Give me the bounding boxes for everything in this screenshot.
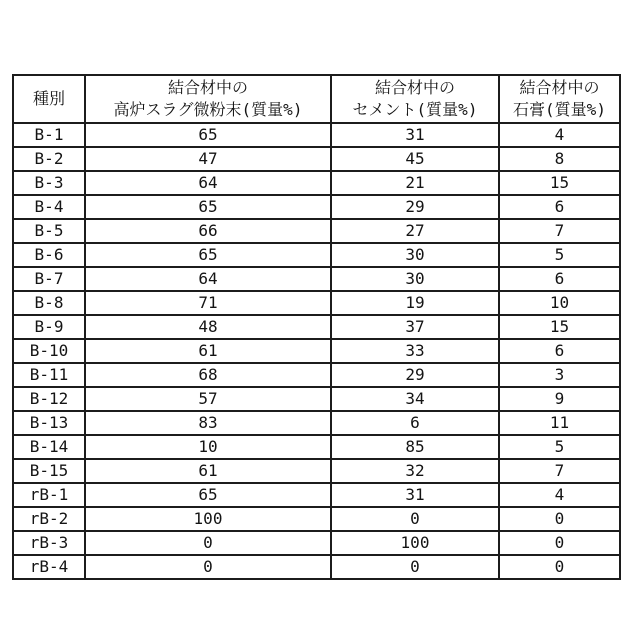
header-slag-label-line2: 高炉スラグ微粉末(質量%) [113, 100, 303, 119]
header-cement-label-line2: セメント(質量%) [352, 100, 478, 119]
value-cell: 83 [85, 411, 331, 435]
header-gypsum-label-line2: 石膏(質量%) [513, 100, 606, 119]
table-row [13, 435, 620, 459]
value-cell: 32 [331, 459, 499, 483]
value-cell: 37 [331, 315, 499, 339]
value-cell: 0 [499, 555, 620, 579]
row-label-cell: rB-4 [13, 555, 85, 579]
value-cell: 9 [499, 387, 620, 411]
value-cell: 6 [499, 195, 620, 219]
row-label-cell: B-15 [13, 459, 85, 483]
table-row [13, 243, 620, 267]
table-row [13, 315, 620, 339]
table-row [13, 555, 620, 579]
value-cell: 7 [499, 219, 620, 243]
header-type [13, 75, 85, 123]
value-cell: 29 [331, 195, 499, 219]
value-cell: 85 [331, 435, 499, 459]
header-slag-label-line1: 結合材中の [167, 77, 248, 97]
value-cell: 30 [331, 267, 499, 291]
value-cell: 31 [331, 123, 499, 147]
value-cell: 45 [331, 147, 499, 171]
row-label-cell: B-8 [13, 291, 85, 315]
row-label-cell: B-4 [13, 195, 85, 219]
row-label-cell: B-6 [13, 243, 85, 267]
value-cell: 4 [499, 483, 620, 507]
value-cell: 47 [85, 147, 331, 171]
value-cell: 65 [85, 123, 331, 147]
binder-composition-table [12, 74, 621, 580]
value-cell: 6 [499, 339, 620, 363]
value-cell: 10 [85, 435, 331, 459]
table-row [13, 147, 620, 171]
value-cell: 65 [85, 243, 331, 267]
row-label-cell: B-13 [13, 411, 85, 435]
value-cell: 21 [331, 171, 499, 195]
row-label-cell: B-9 [13, 315, 85, 339]
value-cell: 65 [85, 483, 331, 507]
value-cell: 64 [85, 171, 331, 195]
value-cell: 19 [331, 291, 499, 315]
value-cell: 4 [499, 123, 620, 147]
value-cell: 27 [331, 219, 499, 243]
row-label-cell: rB-2 [13, 507, 85, 531]
value-cell: 0 [331, 555, 499, 579]
table-row [13, 387, 620, 411]
value-cell: 0 [85, 555, 331, 579]
row-label-cell: B-10 [13, 339, 85, 363]
value-cell: 57 [85, 387, 331, 411]
table-row [13, 531, 620, 555]
value-cell: 5 [499, 435, 620, 459]
value-cell: 0 [331, 507, 499, 531]
value-cell: 100 [85, 507, 331, 531]
header-row [13, 75, 620, 123]
value-cell: 65 [85, 195, 331, 219]
value-cell: 0 [499, 531, 620, 555]
value-cell: 6 [499, 267, 620, 291]
table-row [13, 507, 620, 531]
table-row [13, 195, 620, 219]
table-row [13, 267, 620, 291]
value-cell: 30 [331, 243, 499, 267]
value-cell: 15 [499, 171, 620, 195]
value-cell: 34 [331, 387, 499, 411]
value-cell: 64 [85, 267, 331, 291]
value-cell: 15 [499, 315, 620, 339]
value-cell: 5 [499, 243, 620, 267]
table-row [13, 171, 620, 195]
table-row [13, 483, 620, 507]
row-label-cell: B-2 [13, 147, 85, 171]
table-row [13, 123, 620, 147]
header-gypsum-label-line1: 結合材中の [519, 77, 600, 97]
row-label-cell: rB-1 [13, 483, 85, 507]
value-cell: 48 [85, 315, 331, 339]
value-cell: 8 [499, 147, 620, 171]
value-cell: 10 [499, 291, 620, 315]
value-cell: 0 [85, 531, 331, 555]
value-cell: 33 [331, 339, 499, 363]
header-cement [331, 75, 499, 123]
table-header [13, 75, 620, 123]
row-label-cell: B-12 [13, 387, 85, 411]
header-gypsum [499, 75, 620, 123]
value-cell: 100 [331, 531, 499, 555]
row-label-cell: B-5 [13, 219, 85, 243]
value-cell: 31 [331, 483, 499, 507]
table-row [13, 219, 620, 243]
row-label-cell: B-7 [13, 267, 85, 291]
value-cell: 0 [499, 507, 620, 531]
header-cement-label-line1: 結合材中の [374, 77, 455, 97]
value-cell: 6 [331, 411, 499, 435]
value-cell: 71 [85, 291, 331, 315]
value-cell: 61 [85, 339, 331, 363]
table-row [13, 363, 620, 387]
table-row [13, 339, 620, 363]
header-type-label: 種別 [32, 88, 65, 108]
table-row [13, 459, 620, 483]
table-body [13, 123, 620, 579]
row-label-cell: B-11 [13, 363, 85, 387]
row-label-cell: B-14 [13, 435, 85, 459]
value-cell: 61 [85, 459, 331, 483]
row-label-cell: B-1 [13, 123, 85, 147]
table-row [13, 411, 620, 435]
table-row [13, 291, 620, 315]
value-cell: 29 [331, 363, 499, 387]
header-slag [85, 75, 331, 123]
row-label-cell: rB-3 [13, 531, 85, 555]
row-label-cell: B-3 [13, 171, 85, 195]
value-cell: 7 [499, 459, 620, 483]
value-cell: 11 [499, 411, 620, 435]
value-cell: 68 [85, 363, 331, 387]
value-cell: 3 [499, 363, 620, 387]
value-cell: 66 [85, 219, 331, 243]
